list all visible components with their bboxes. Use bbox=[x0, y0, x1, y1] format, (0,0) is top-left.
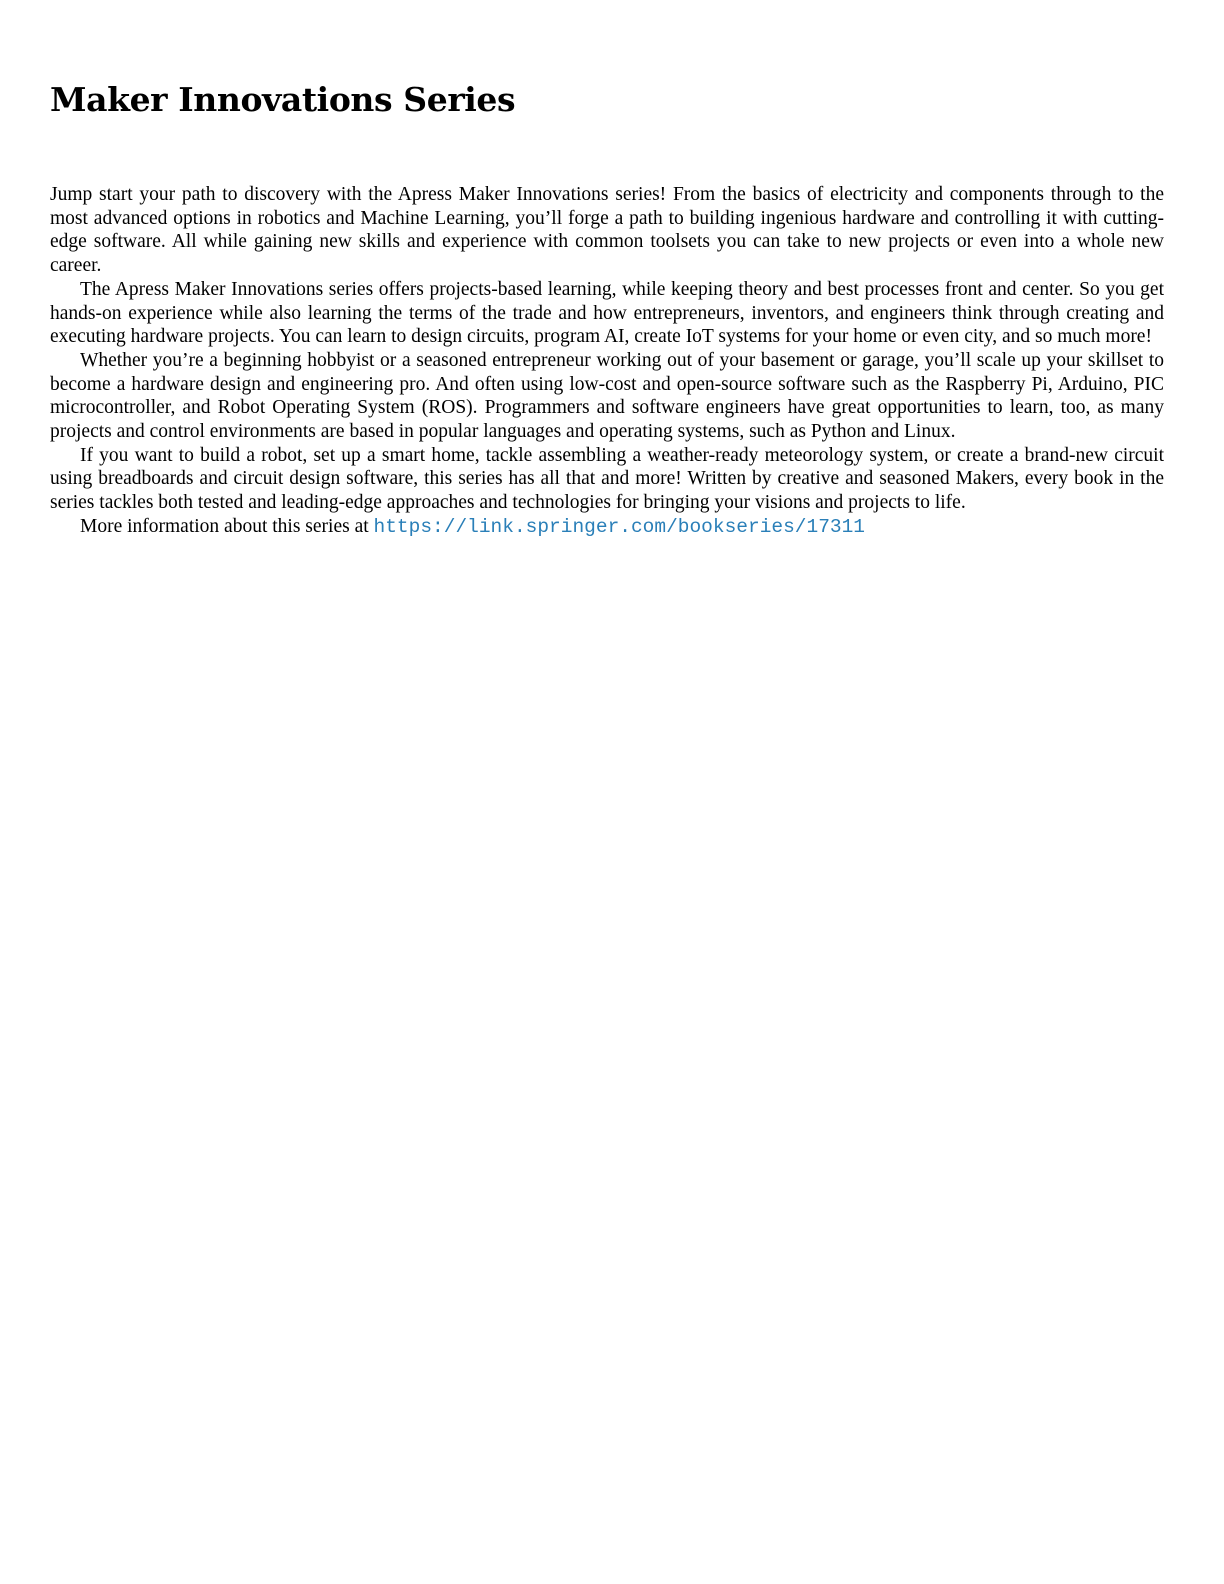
paragraph-hobbyist-entrepreneur: Whether you’re a beginning hobbyist or a seasoned entrepreneur working out of your basement or garage, you’ll scale up your skillset to become a hardware design and engineering pro. And often using low-cost and open-source software such as the Raspberry Pi, Arduino, PIC microcontroller, and Robot Operating System (ROS). Programmers and software engineers have great opportunities to learn, too, as many projects and control environments are based in popular languages and operating systems, such as Python and Linux. bbox=[50, 349, 1164, 443]
series-link[interactable]: https://link.springer.com/bookseries/17311 bbox=[373, 515, 866, 538]
paragraph-build-a-robot: If you want to build a robot, set up a smart home, tackle assembling a weather-ready meteorology system, or create a brand-new circuit using breadboards and circuit design software, this series has all that and more! Written by creative and seasoned Makers, every book in the series tackles both tested and leading-edge approaches and technologies for bringing your visions and projects to life. bbox=[50, 444, 1164, 514]
paragraph-projects-based-learning: The Apress Maker Innovations series offers projects-based learning, while keeping theory and best processes front and center. So you get hands-on experience while also learning the terms of the trade and how entrepreneurs, inventors, and engineers think through creating and executing hardware projects. You can learn to design circuits, program AI, create IoT systems for your home or even city, and so much more! bbox=[50, 278, 1164, 348]
more-info-text: More information about this series at bbox=[80, 515, 374, 537]
page-title: Maker Innovations Series bbox=[50, 80, 516, 119]
paragraph-more-info bbox=[50, 515, 1164, 540]
body-text bbox=[50, 183, 1164, 540]
paragraph-intro: Jump start your path to discovery with the Apress Maker Innovations series! From the basics of electricity and components through to the most advanced options in robotics and Machine Learning, you’ll forge a path to building ingenious hardware and controlling it with cutting-edge software. All while gaining new skills and experience with common toolsets you can take to new projects or even into a whole new career. bbox=[50, 184, 1164, 277]
